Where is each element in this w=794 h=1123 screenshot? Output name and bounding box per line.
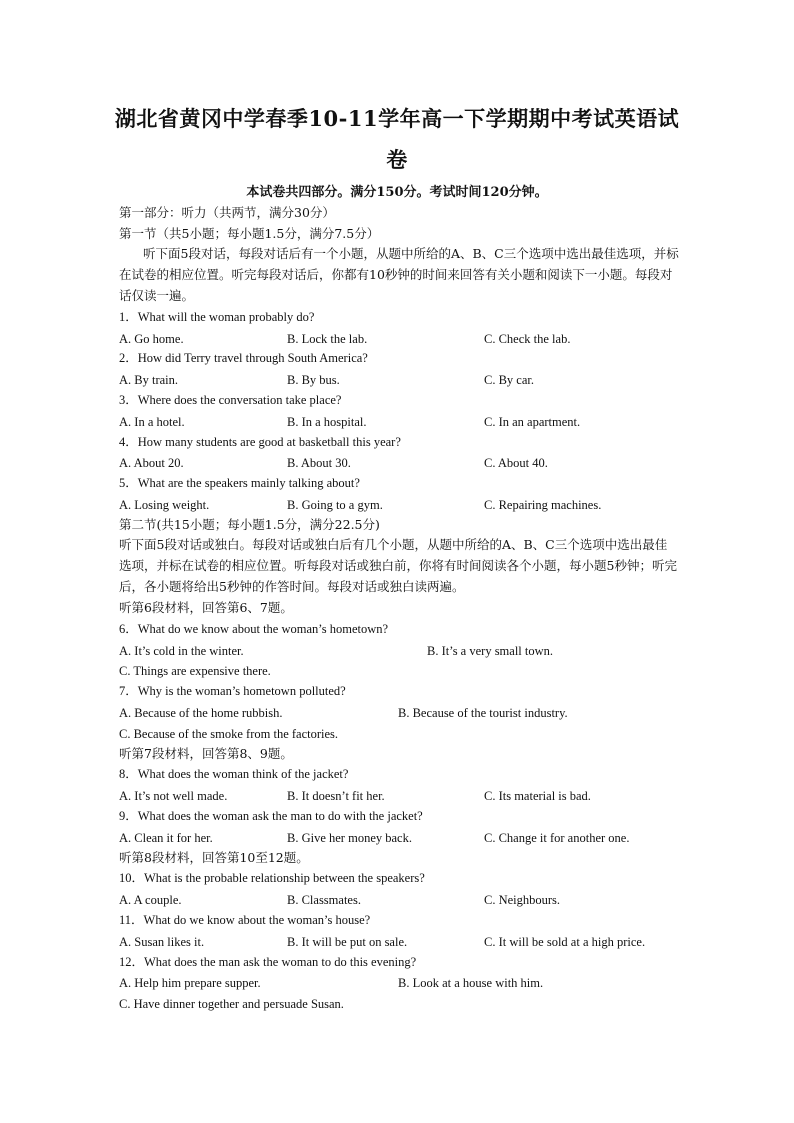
option-c: C. Check the lab. <box>484 332 571 346</box>
section-heading: 第一节（共5小题；每小题1.5分，满分7.5分） <box>119 226 380 241</box>
option-a: A. Go home. <box>119 332 184 346</box>
option-b: B. Classmates. <box>287 893 361 907</box>
material-heading: 听第8段材料，回答第10至12题。 <box>119 850 309 865</box>
option-c: C. Its material is bad. <box>484 789 591 803</box>
option-a: A. About 20. <box>119 456 184 470</box>
option-c: C. Have dinner together and persuade Susan. <box>119 997 344 1011</box>
option-a: A. It’s not well made. <box>119 789 228 803</box>
page-title: 湖北省黄冈中学春季10-11学年高一下学期期中考试英语试 <box>114 106 680 131</box>
page-title-continued: 卷 <box>386 147 408 172</box>
option-c: C. Change it for another one. <box>484 831 630 845</box>
material-heading: 听第7段材料，回答第8、9题。 <box>119 746 293 761</box>
option-b: B. Lock the lab. <box>287 332 368 346</box>
option-a: A. In a hotel. <box>119 415 185 429</box>
exam-info: 本试卷共四部分。满分150分。考试时间120分钟。 <box>246 185 548 200</box>
option-c: C. Repairing machines. <box>484 498 602 512</box>
question: 1．What will the woman probably do? <box>119 310 315 324</box>
instructions: 听下面5段对话，每段对话后有一个小题，从题中所给的A、B、C三个选项中选出最佳选项，并标在试卷的相应位置。听完每段对话后，你都有10秒钟的时间来回答有关小题和阅读下一小题。每段对话仅读一遍。 <box>119 246 679 303</box>
option-c: C. In an apartment. <box>484 415 581 429</box>
part-heading: 第一部分：听力（共两节，满分30分） <box>119 205 335 220</box>
question: 3．Where does the conversation take place? <box>119 393 342 407</box>
option-c: C. Neighbours. <box>484 893 561 907</box>
option-a: A. Susan likes it. <box>119 935 205 949</box>
option-a: A. Losing weight. <box>119 498 210 512</box>
option-c: C. Things are expensive there. <box>119 664 271 678</box>
option-b: B. Because of the tourist industry. <box>398 706 568 720</box>
question: 9．What does the woman ask the man to do with the jacket? <box>119 809 423 823</box>
option-b: B. Going to a gym. <box>287 498 383 512</box>
question: 6．What do we know about the woman’s hometown? <box>119 622 389 636</box>
question: 2．How did Terry travel through South America? <box>119 351 368 365</box>
material-heading: 听第6段材料，回答第6、7题。 <box>119 600 293 615</box>
instructions: 听下面5段对话或独白。每段对话或独白后有几个小题，从题中所给的A、B、C三个选项中选出最佳选项，并标在试卷的相应位置。听每段对话或独白前，你将有时间阅读各个小题，每小题5秒钟；听完后，各小题将给出5秒钟的作答时间。每段对话或独白读两遍。 <box>119 537 677 594</box>
question: 5．What are the speakers mainly talking about? <box>119 476 360 490</box>
question: 11．What do we know about the woman’s house? <box>119 913 371 927</box>
option-b: B. In a hospital. <box>287 415 367 429</box>
option-a: A. By train. <box>119 373 179 387</box>
option-c: C. It will be sold at a high price. <box>484 935 646 949</box>
option-b: B. About 30. <box>287 456 351 470</box>
option-b: B. By bus. <box>287 373 340 387</box>
option-b: B. It will be put on sale. <box>287 935 408 949</box>
question: 8．What does the woman think of the jacket? <box>119 767 349 781</box>
option-b: B. Look at a house with him. <box>398 976 544 990</box>
option-c: C. Because of the smoke from the factories. <box>119 727 339 741</box>
question: 7．Why is the woman’s hometown polluted? <box>119 684 346 698</box>
option-a: A. It’s cold in the winter. <box>119 644 244 658</box>
option-a: A. Help him prepare supper. <box>119 976 261 990</box>
option-c: C. By car. <box>484 373 534 387</box>
option-b: B. It’s a very small town. <box>427 644 554 658</box>
option-c: C. About 40. <box>484 456 548 470</box>
question: 4．How many students are good at basketball this year? <box>119 435 401 449</box>
question: 12．What does the man ask the woman to do this evening? <box>119 955 417 969</box>
option-a: A. A couple. <box>119 893 182 907</box>
question: 10．What is the probable relationship between the speakers? <box>119 871 425 885</box>
section-heading: 第二节(共15小题；每小题1.5分，满分22.5分) <box>119 517 380 532</box>
option-a: A. Clean it for her. <box>119 831 213 845</box>
option-a: A. Because of the home rubbish. <box>119 706 283 720</box>
option-b: B. Give her money back. <box>287 831 412 845</box>
option-b: B. It doesn’t fit her. <box>287 789 385 803</box>
